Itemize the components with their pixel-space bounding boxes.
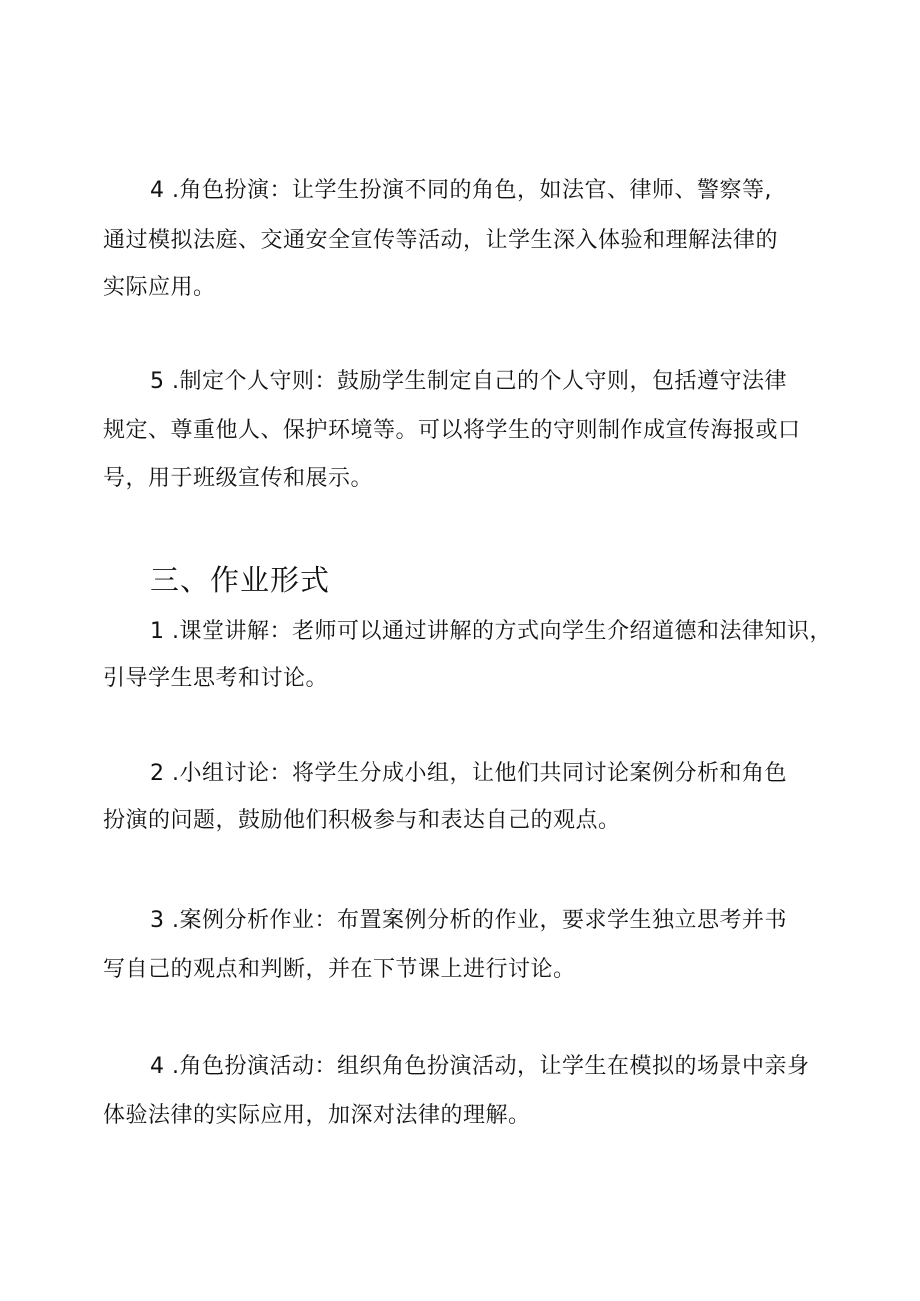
paragraph-line: 1 .课堂讲解：老师可以通过讲解的方式向学生介绍道德和法律知识， [150, 619, 832, 644]
paragraph-line: 体验法律的实际应用，加深对法律的理解。 [103, 1103, 531, 1128]
paragraph-line: 实际应用。 [103, 275, 216, 300]
paragraph-line: 规定、尊重他人、保护环境等。可以将学生的守则制作成宣传海报或口 [103, 418, 801, 443]
section-heading: 三、作业形式 [150, 563, 331, 597]
paragraph-line: 扮演的问题，鼓励他们积极参与和表达自己的观点。 [103, 808, 621, 833]
paragraph-line: 写自己的观点和判断，并在下节课上进行讨论。 [103, 957, 576, 982]
paragraph-line: 号，用于班级宣传和展示。 [103, 466, 374, 491]
paragraph-line: 5 .制定个人守则：鼓励学生制定自己的个人守则，包括遵守法律 [150, 369, 787, 394]
paragraph-line: 4 .角色扮演活动：组织角色扮演活动，让学生在模拟的场景中亲身 [150, 1054, 810, 1079]
paragraph-line: 通过模拟法庭、交通安全宣传等活动，让学生深入体验和理解法律的 [103, 228, 779, 253]
paragraph-line: 引导学生思考和讨论。 [103, 666, 329, 691]
paragraph-line: 4 .角色扮演：让学生扮演不同的角色，如法官、律师、警察等, [150, 178, 772, 203]
paragraph-line: 2 .小组讨论：将学生分成小组，让他们共同讨论案例分析和角色 [150, 761, 787, 786]
paragraph-line: 3 .案例分析作业：布置案例分析的作业，要求学生独立思考并书 [150, 908, 787, 933]
